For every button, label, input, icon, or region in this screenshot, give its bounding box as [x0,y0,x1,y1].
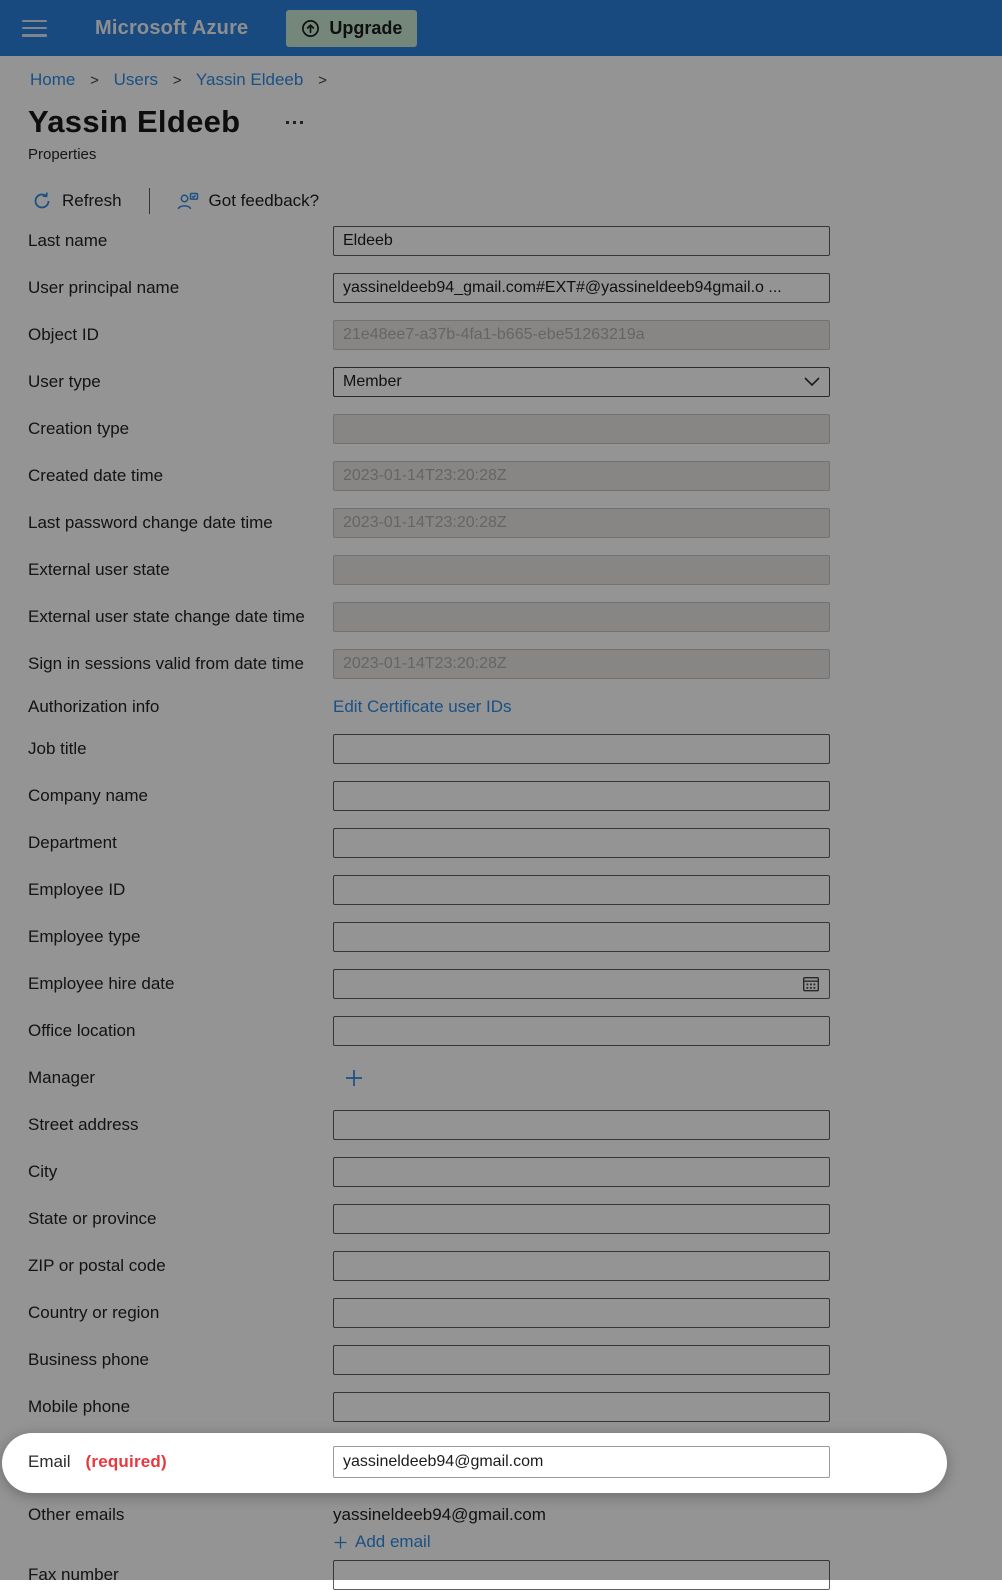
sign-in-sessions-valid-from-date-time-input: 2023-01-14T23:20:28Z [333,649,830,679]
feedback-label: Got feedback? [208,191,320,210]
street-address-input[interactable] [333,1110,830,1140]
field-label: Email (required) [28,1452,167,1471]
field-external-user-state [28,555,1002,585]
other-email-value: yassineldeeb94@gmail.com [333,1505,546,1524]
refresh-label: Refresh [62,191,122,210]
field-fax-number [28,1560,1002,1590]
field-job-title [28,734,1002,764]
user-principal-name-input[interactable]: yassineldeeb94_gmail.com#EXT#@yassineldeeb94gmail.o ... [333,273,830,303]
office-location-input[interactable] [333,1016,830,1046]
field-created-date-time [28,461,1002,491]
refresh-button[interactable] [32,191,122,211]
breadcrumb-users[interactable]: Users [113,70,158,89]
field-label: Created date time [28,466,164,485]
authorization-info-link[interactable]: Edit Certificate user IDs [333,697,512,716]
employee-type-input[interactable] [333,922,830,952]
field-company-name [28,781,1002,811]
field-label: Sign in sessions valid from date time [28,654,304,673]
add-email-label: Add email [355,1532,431,1551]
field-label: Last password change date time [28,513,273,532]
external-user-state-input [333,555,830,585]
field-label: Business phone [28,1350,149,1369]
field-street-address [28,1110,1002,1140]
field-department [28,828,1002,858]
add-email-button[interactable] [333,1532,546,1552]
field-label: Office location [28,1021,136,1040]
hamburger-menu-icon[interactable] [22,20,47,37]
field-state-or-province [28,1204,1002,1234]
country-or-region-input[interactable] [333,1298,830,1328]
required-badge: (required) [85,1452,167,1471]
field-label: Manager [28,1068,96,1087]
company-name-input[interactable] [333,781,830,811]
field-label: Employee hire date [28,974,175,993]
properties-form [0,226,1002,1590]
field-label: Creation type [28,419,130,438]
page-title: Yassin Eldeeb [28,104,241,139]
field-business-phone [28,1345,1002,1375]
field-label: External user state [28,560,170,579]
field-employee-hire-date [28,969,1002,999]
business-phone-input[interactable] [333,1345,830,1375]
breadcrumb-current-user[interactable]: Yassin Eldeeb [195,70,304,89]
field-zip-or-postal-code [28,1251,1002,1281]
field-label: Object ID [28,325,99,344]
created-date-time-input: 2023-01-14T23:20:28Z [333,461,830,491]
field-email [2,1433,947,1493]
department-input[interactable] [333,828,830,858]
job-title-input[interactable] [333,734,830,764]
top-bar [0,0,1002,56]
user-type-dropdown[interactable] [333,367,830,397]
field-last-password-change-date-time [28,508,1002,538]
plus-icon [344,1068,364,1088]
field-label: Employee type [28,927,141,946]
field-label: Other emails [28,1505,125,1524]
field-label: State or province [28,1209,157,1228]
more-options-icon[interactable] [282,117,307,128]
field-label: Country or region [28,1303,160,1322]
field-city [28,1157,1002,1187]
state-or-province-input[interactable] [333,1204,830,1234]
field-label: Last name [28,231,108,250]
add-manager-button[interactable] [344,1068,364,1088]
field-manager [28,1063,1002,1093]
feedback-icon [177,192,199,211]
user-type-value: Member [343,373,402,390]
last-password-change-date-time-input: 2023-01-14T23:20:28Z [333,508,830,538]
field-label: User principal name [28,278,180,297]
last-name-input[interactable]: Eldeeb [333,226,830,256]
field-label: Street address [28,1115,139,1134]
breadcrumb [0,56,1002,90]
app-title: Microsoft Azure [95,16,249,39]
feedback-button[interactable] [177,191,320,211]
zip-or-postal-code-input[interactable] [333,1251,830,1281]
plus-icon [333,1535,348,1550]
field-user-type [28,367,1002,397]
field-label: Company name [28,786,149,805]
field-label: Job title [28,739,87,758]
refresh-icon [32,191,52,211]
city-input[interactable] [333,1157,830,1187]
field-label: Employee ID [28,880,126,899]
upgrade-arrow-icon [301,19,320,38]
field-authorization-info [28,696,1002,718]
mobile-phone-input[interactable] [333,1392,830,1422]
page-subtitle: Properties [28,146,97,163]
field-label: Department [28,833,117,852]
field-last-name [28,226,1002,256]
field-sign-in-sessions-valid-from-date-time [28,649,1002,679]
creation-type-input [333,414,830,444]
upgrade-label: Upgrade [329,17,403,38]
upgrade-button[interactable] [286,10,417,47]
breadcrumb-separator: > [90,72,99,89]
toolbar [32,188,1002,214]
fax-number-input[interactable] [333,1560,830,1590]
field-label: Authorization info [28,697,160,716]
field-label: City [28,1162,58,1181]
breadcrumb-home[interactable]: Home [30,70,76,89]
employee-id-input[interactable] [333,875,830,905]
field-label: Mobile phone [28,1397,131,1416]
other-emails-list [333,1504,546,1552]
chevron-down-icon [804,377,820,387]
field-creation-type [28,414,1002,444]
object-id-input: 21e48ee7-a37b-4fa1-b665-ebe51263219a [333,320,830,350]
email-input[interactable]: yassineldeeb94@gmail.com [333,1446,830,1478]
title-row [28,104,1002,140]
field-label: User type [28,372,101,391]
field-employee-id [28,875,1002,905]
field-object-id [28,320,1002,350]
field-office-location [28,1016,1002,1046]
external-user-state-change-date-time-input [333,602,830,632]
field-other-emails [28,1504,1002,1552]
field-label: External user state change date time [28,607,305,626]
breadcrumb-separator: > [172,72,182,89]
breadcrumb-separator: > [318,72,327,89]
field-label: ZIP or postal code [28,1256,166,1275]
field-mobile-phone [28,1392,1002,1422]
field-label: Fax number [28,1565,119,1584]
employee-hire-date-input[interactable] [333,969,830,999]
field-employee-type [28,922,1002,952]
field-user-principal-name [28,273,1002,303]
field-country-or-region [28,1298,1002,1328]
calendar-icon [802,975,820,993]
toolbar-divider [149,188,150,214]
field-external-user-state-change-date-time [28,602,1002,632]
